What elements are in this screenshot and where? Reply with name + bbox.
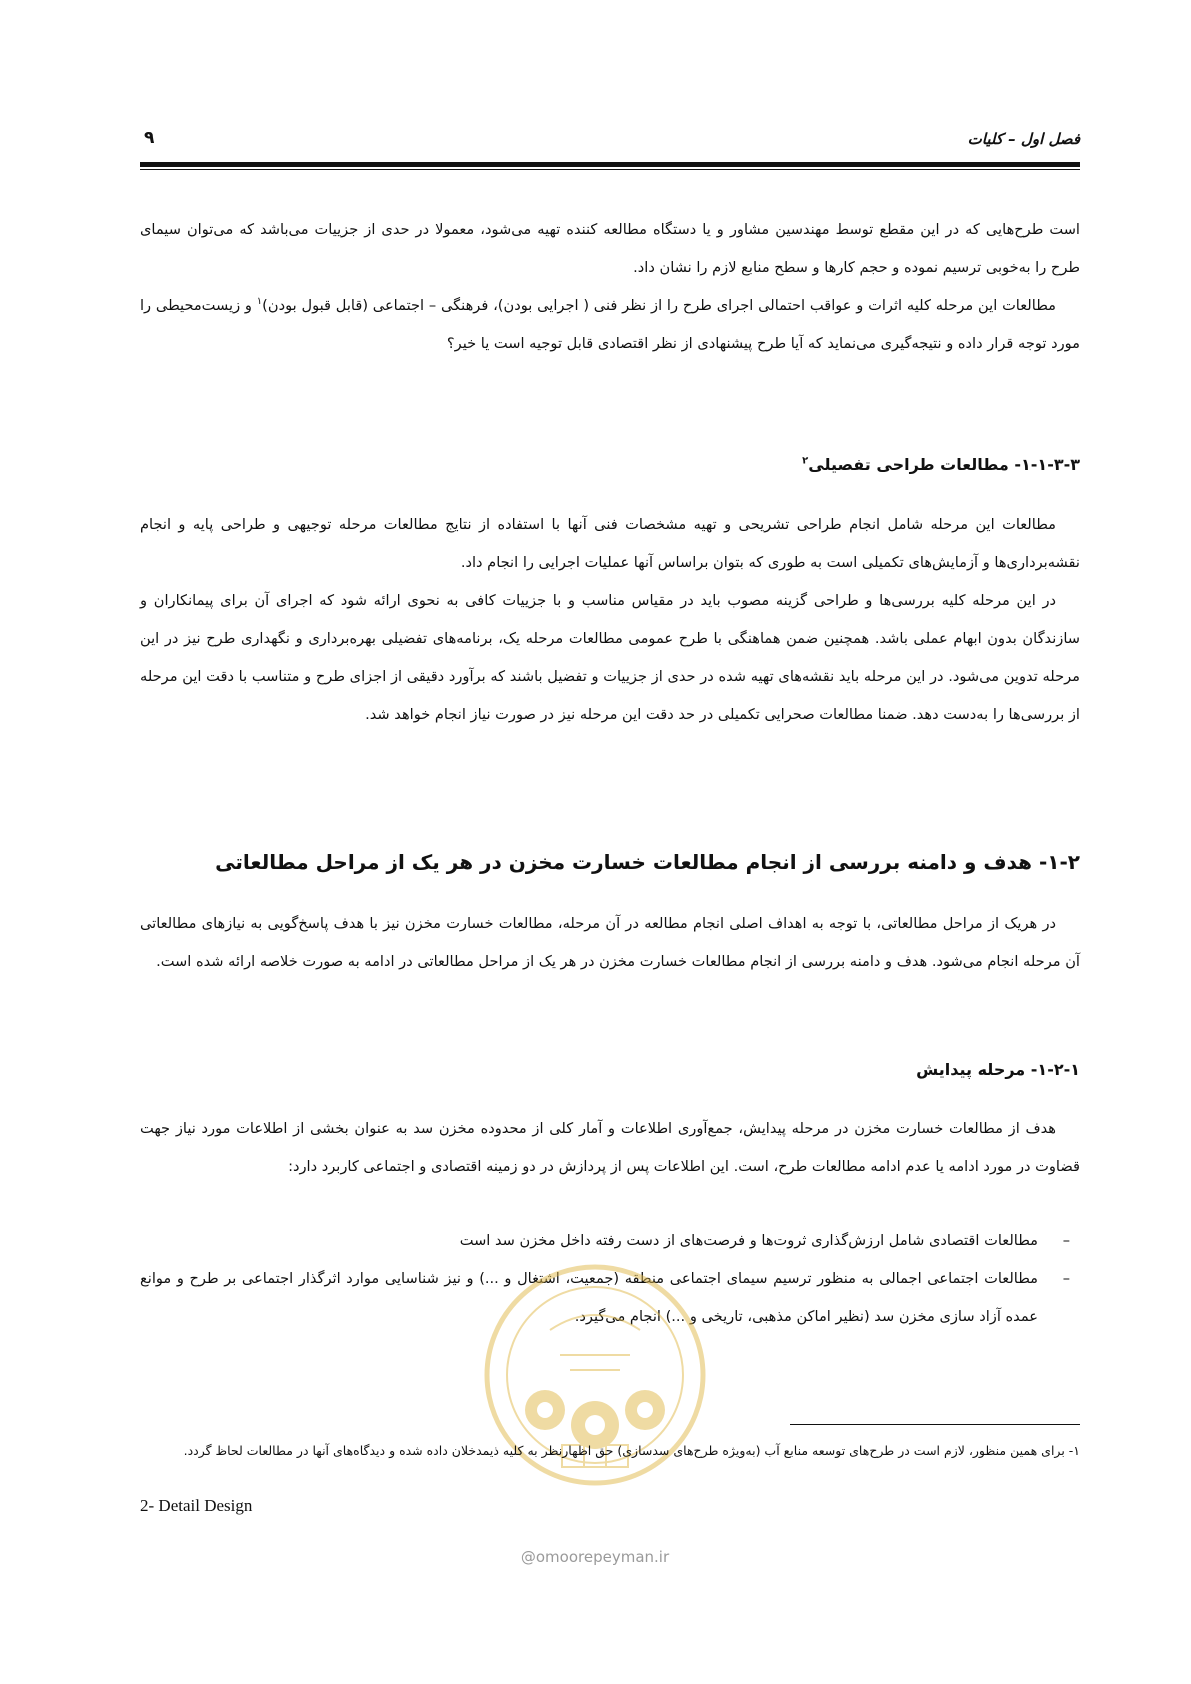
paragraph-block-intro — [140, 211, 1080, 363]
paragraph-text: و زیست‌محیطی را مورد توجه قرار داده و نتیجه‌گیری می‌نماید که آیا طرح پیشنهادی از نظر اقتصادی قابل توجیه است یا خیر؟ — [140, 297, 1080, 352]
footnote-marker: ۲ — [802, 455, 809, 467]
list-item-text: مطالعات اجتماعی اجمالی به منظور ترسیم سیمای اجتماعی منطقه (جمعیت، اشتغال و ...) و نیز شناسایی موارد اثرگذار اجتماعی بر طرح و موانع عمده آزاد سازی مخزن سد (نظیر اماکن مذهبی، تاریخی و ...) انجام می‌گیرد. — [140, 1270, 1038, 1325]
paragraph: مطالعات این مرحله شامل انجام طراحی تشریحی و تهیه مشخصات فنی آنها با استفاده از نتایج مطالعات مرحله توجیهی و طراحی پایه و انجام نقشه‌برداری‌ها و آزمایش‌های تکمیلی است به طوری که بتوان براساس آنها عملیات اجرایی را انجام داد. — [140, 516, 1080, 571]
paragraph: در هریک از مراحل مطالعاتی، با توجه به اهداف اصلی انجام مطالعه در آن مرحله، مطالعات خسارت مخزن نیز با هدف پاسخ‌گویی به نیازهای مطالعاتی آن مرحله انجام می‌شود. هدف و دامنه بررسی از انجام مطالعات خسارت مخزن در هر یک از مراحل مطالعاتی در ادامه به صورت خلاصه ارائه شده است. — [140, 915, 1080, 970]
footnote-2: 2- Detail Design — [140, 1496, 253, 1515]
header-rule-thick — [140, 162, 1080, 167]
bullet-dash: – — [1062, 1270, 1070, 1287]
chapter-title: فصل اول – کلیات — [967, 130, 1080, 148]
list-item-text: مطالعات اقتصادی شامل ارزش‌گذاری ثروت‌ها و فرصت‌های از دست رفته داخل مخزن سد است — [459, 1232, 1038, 1249]
heading-text: ۱-۱-۳-۳- مطالعات طراحی تفصیلی — [808, 455, 1080, 474]
paragraph: هدف از مطالعات خسارت مخزن در مرحله پیدایش، جمع‌آوری اطلاعات و آمار کلی از محدوده مخزن سد به عنوان بخشی از اطلاعات مورد نیاز جهت قضاوت در مورد ادامه یا عدم ادامه مطالعات طرح، است. این اطلاعات پس از پردازش در دو زمینه اقتصادی و اجتماعی کاربرد دارد: — [140, 1120, 1080, 1175]
heading-text: ۱-۲-۱- مرحله پیدایش — [916, 1060, 1080, 1079]
section-heading-detail-design — [140, 455, 1080, 474]
paragraph-block-detail — [140, 506, 1080, 734]
paragraph: در این مرحله کلیه بررسی‌ها و طراحی گزینه مصوب باید در مقیاس مناسب و با جزییات کافی به نحوی ارائه شود که اجرای آن برای پیمانکاران و سازندگان بدون ابهام عملی باشد. همچنین ضمن هماهنگی با طرح عمومی مطالعات مرحله یک، برنامه‌های تفضیلی بهره‌برداری و نگهداری طرح نیز در این مرحله تدوین می‌شود. در این مرحله باید نقشه‌های تهیه شده در حدی از جزییات و تفضیل باشند که برآورد دقیقی از اجزای طرح و متناسب با دقت این مرحله از بررسی‌ها را به‌دست دهد. ضمنا مطالعات صحرایی تکمیلی در حد دقت این مرحله نیز در صورت نیاز انجام خواهد شد. — [140, 592, 1080, 723]
list-item — [140, 1222, 1080, 1260]
heading-text: ۱-۲- هدف و دامنه بررسی از انجام مطالعات خسارت مخزن در هر یک از مراحل مطالعاتی — [215, 850, 1080, 874]
watermark-site-text: @omoorepeyman.ir — [520, 1548, 670, 1566]
paragraph-text: مطالعات این مرحله کلیه اثرات و عواقب احتمالی اجرای طرح را از نظر فنی ( اجرایی بودن)، فرهنگی – اجتماعی (قابل قبول بودن) — [262, 297, 1056, 314]
footnote-marker: ۱ — [256, 296, 263, 308]
paragraph — [140, 287, 1080, 363]
footnote-1: ۱- برای همین منظور، لازم است در طرح‌های توسعه منابع آب (به‌ویژه طرح‌های سدسازی) حق اظهارنظر به کلیه ذیمدخلان داده شده و دیدگاه‌های آنها در مطالعات لحاظ گردد. — [183, 1443, 1080, 1458]
paragraph-block-origin — [140, 1110, 1080, 1186]
page-header — [140, 124, 1080, 160]
footnote-rule — [790, 1424, 1080, 1425]
section-heading-origin-stage — [140, 1060, 1080, 1079]
paragraph: است طرح‌هایی که در این مقطع توسط مهندسین مشاور و یا دستگاه مطالعه کننده تهیه می‌شود، معمولا در حدی از جزییات می‌باشد که می‌توان سیمای طرح را به‌خوبی ترسیم نموده و حجم کارها و سطح منابع لازم را نشان داد. — [140, 221, 1080, 276]
paragraph-block-goal — [140, 905, 1080, 981]
header-rule-thin — [140, 169, 1080, 170]
section-heading-goal-scope — [140, 850, 1080, 874]
bullet-dash: – — [1062, 1232, 1070, 1249]
page-number: ۹ — [144, 128, 155, 148]
